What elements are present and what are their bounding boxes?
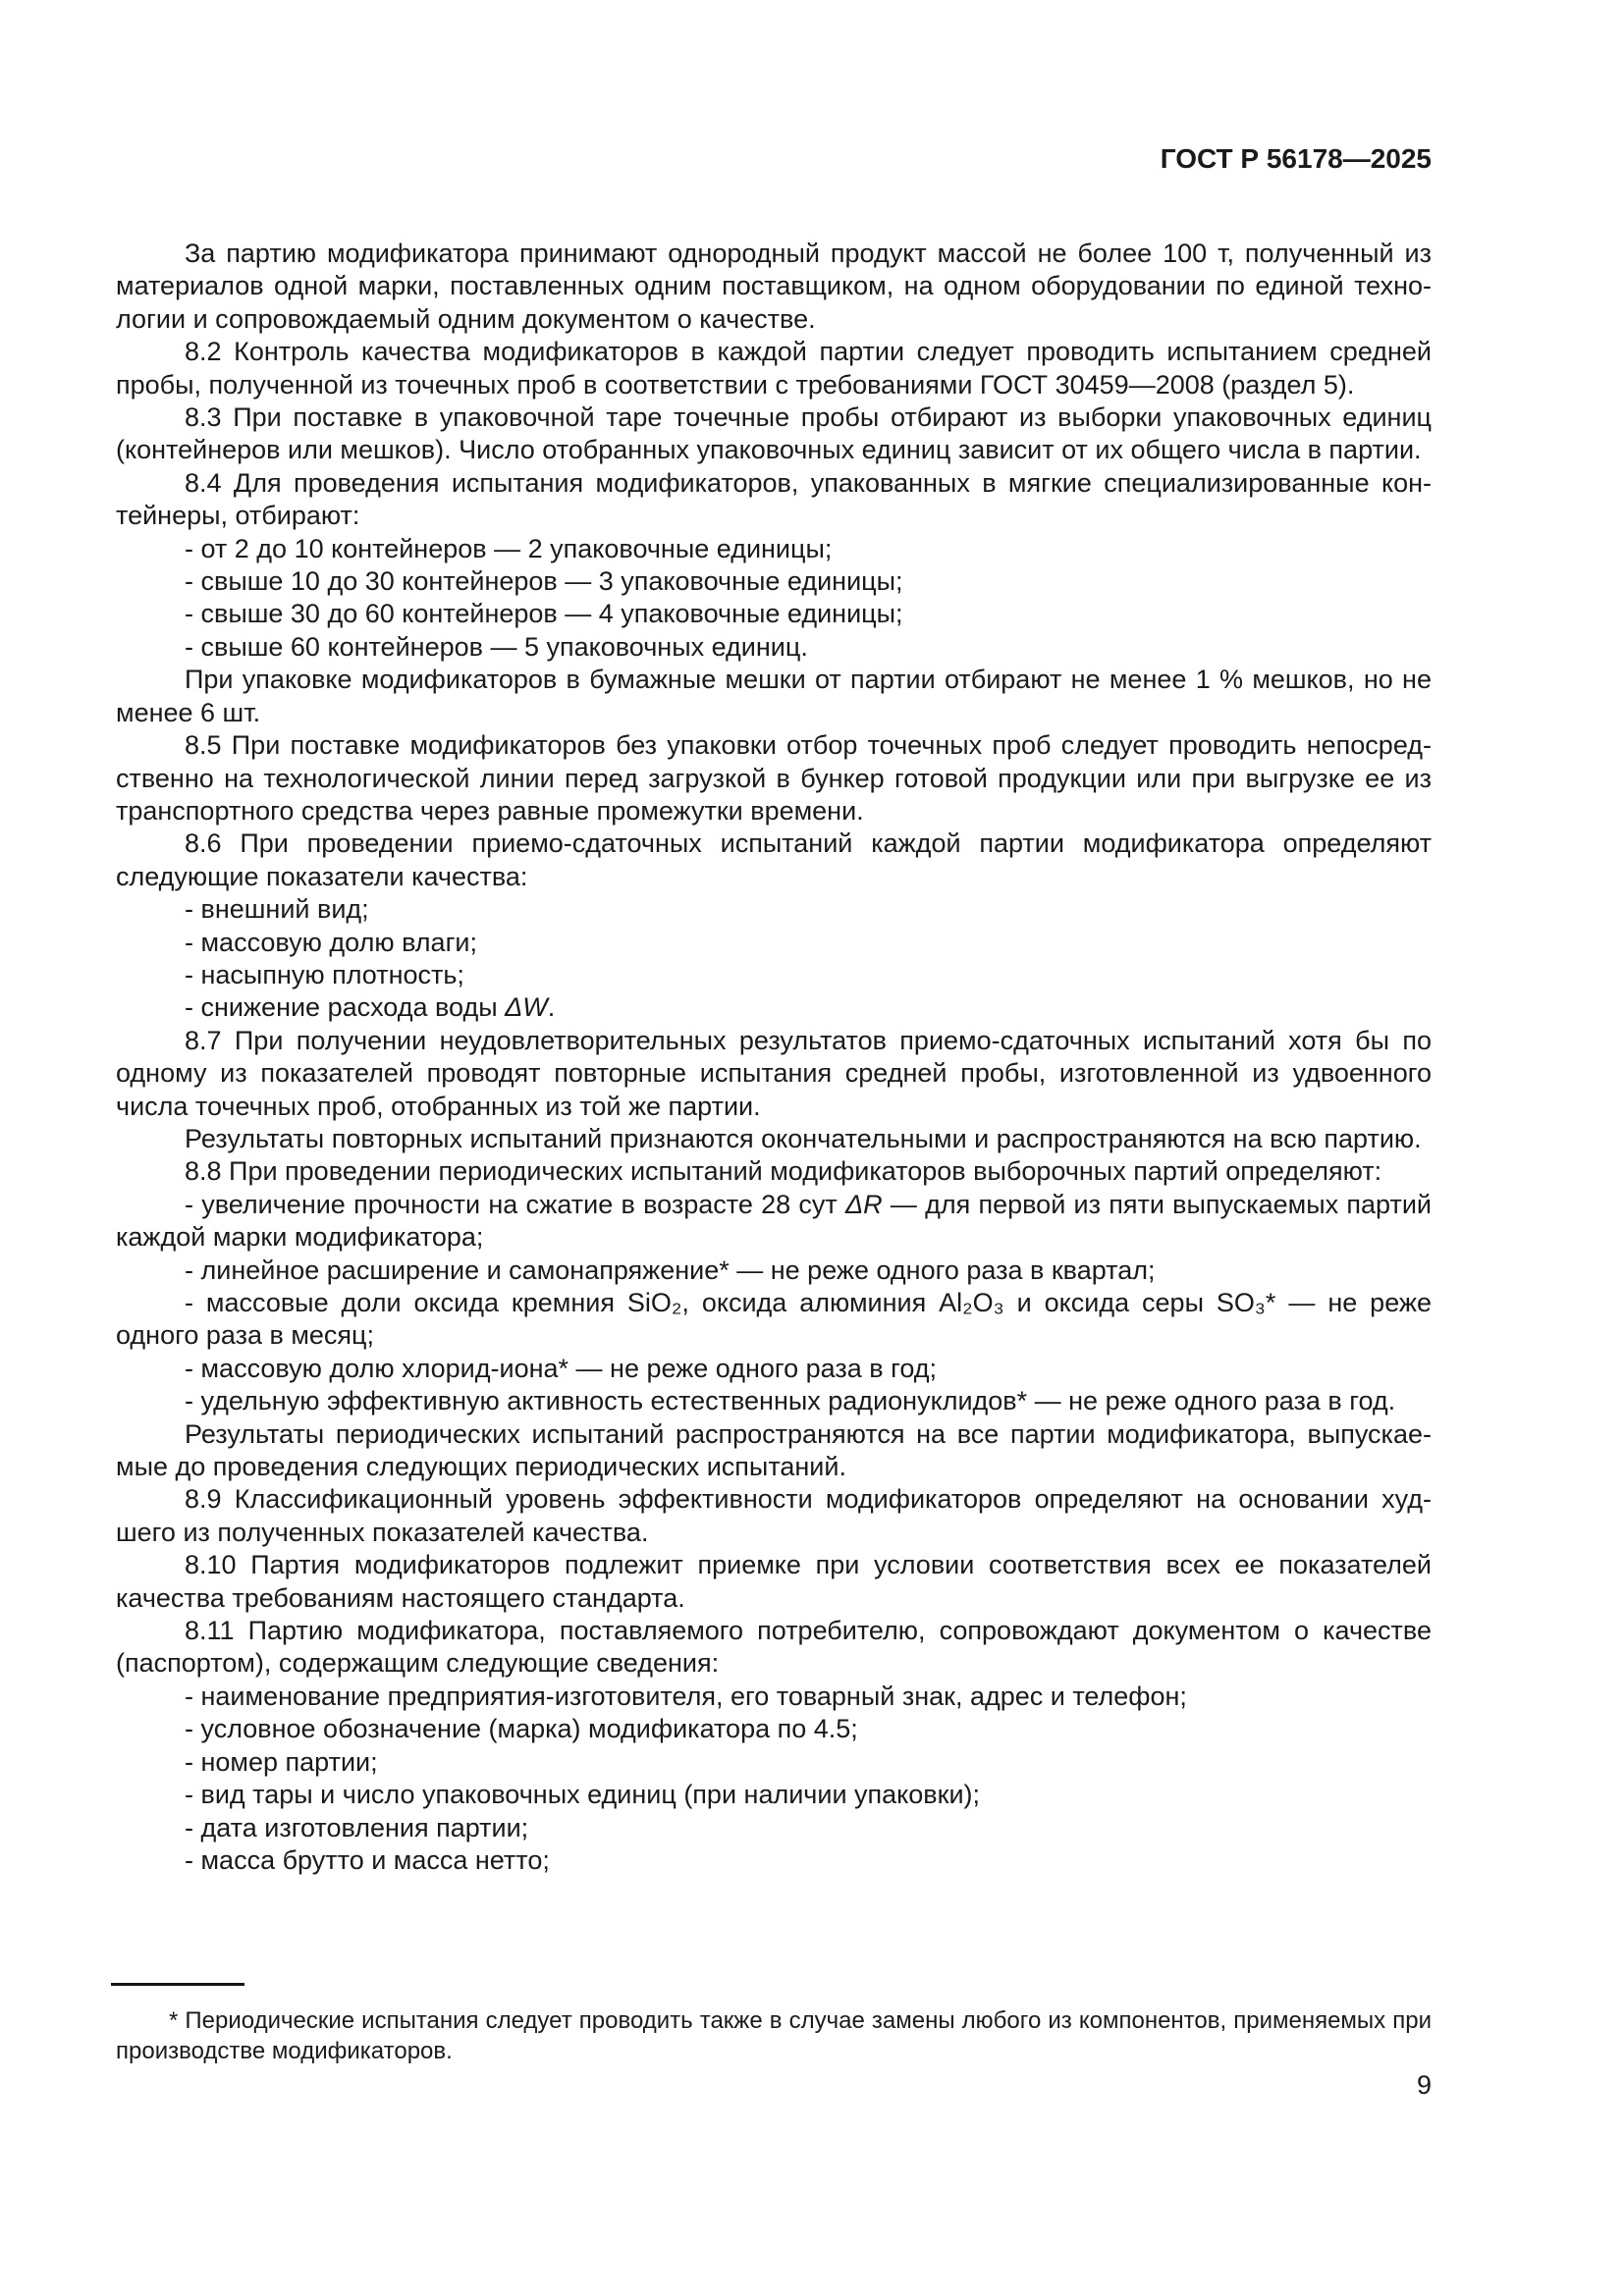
paragraph: - линейное расширение и самонапряжение* — не реже одного раза в квартал;: [185, 1255, 1156, 1285]
page-number: 9: [1416, 2070, 1432, 2100]
paragraph: - свыше 30 до 60 контейнеров — 4 упаковочные единицы;: [185, 599, 903, 629]
paragraph: - массовую долю влаги;: [185, 927, 478, 957]
document-code-header: ГОСТ Р 56178—2025: [1160, 143, 1432, 174]
paragraph: - снижение расхода воды ΔW.: [185, 992, 556, 1023]
paragraph: 8.11 Партию модификатора, поставляемого потребителю, сопровождают документом о качестве (паспортом), содержащим следующие сведения:: [116, 1616, 1432, 1679]
paragraph: 8.9 Классификационный уровень эффективности модификаторов определяют на основании худшего из полученных показателей качества.: [116, 1484, 1432, 1547]
paragraph: 8.2 Контроль качества модификаторов в каждой партии следует проводить испытанием средней пробы, полученной из точечных проб в соответствии с требованиями ГОСТ 30459—2008 (раздел 5).: [116, 337, 1432, 400]
paragraph: - внешний вид;: [185, 894, 369, 925]
paragraph: 8.10 Партия модификаторов подлежит приемке при условии соответствия всех ее показателей качества требованиям настоящего стандарта.: [116, 1550, 1432, 1613]
paragraph: 8.4 Для проведения испытания модификаторов, упакованных в мягкие специализированные контейнеры, отбирают:: [116, 467, 1432, 531]
paragraph: - от 2 до 10 контейнеров — 2 упаковочные единицы;: [185, 533, 833, 563]
paragraph: - вид тары и число упаковочных единиц (при наличии упаковки);: [185, 1780, 981, 1810]
paragraph: - свыше 10 до 30 контейнеров — 3 упаковочные единицы;: [185, 566, 903, 597]
paragraph: - массовую долю хлорид-иона* — не реже одного раза в год;: [185, 1353, 938, 1383]
paragraph: - наименование предприятия-изготовителя, его товарный знак, адрес и телефон;: [185, 1681, 1187, 1711]
paragraph: 8.3 При поставке в упаковочной таре точечные пробы отбирают из выборки упаковочных единиц (контейнеров или мешков). Число отобранных упаковочных единиц зависит от их общего числа в партии.: [116, 402, 1432, 465]
paragraph: За партию модификатора принимают однородный продукт массой не более 100 т, полученный из материалов одной марки, поставленных одним поставщиком, на одном оборудовании по единой технологии и сопровождаемый одним документом о качестве.: [116, 239, 1432, 334]
paragraph: Результаты повторных испытаний признаются окончательными и распространяются на всю партию.: [185, 1123, 1422, 1153]
paragraph: - массовые доли оксида кремния SiO₂, оксида алюминия Al₂O₃ и оксида серы SO₃* — не реже одного раза в месяц;: [116, 1288, 1432, 1351]
paragraph: - увеличение прочности на сжатие в возрасте 28 сут ΔR — для первой из пяти выпускаемых партий каждой марки модификатора;: [116, 1189, 1432, 1253]
paragraph: - свыше 60 контейнеров — 5 упаковочных единиц.: [185, 631, 808, 662]
paragraph: - масса брутто и масса нетто;: [185, 1844, 550, 1875]
footnote-section: [116, 1983, 1432, 2066]
paragraph: - насыпную плотность;: [185, 959, 464, 989]
paragraph: - дата изготовления партии;: [185, 1812, 529, 1842]
paragraph: 8.7 При получении неудовлетворительных результатов приемо-сдаточных испытаний хотя бы по одному из показателей проводят повторные испытания средней пробы, изготовленной из удвоенного числа точечных проб, отобранных из той же партии.: [116, 1025, 1432, 1121]
paragraph: - номер партии;: [185, 1746, 378, 1777]
paragraph: При упаковке модификаторов в бумажные мешки от партии отбирают не менее 1 % мешков, но не менее 6 шт.: [116, 665, 1432, 727]
paragraph: - условное обозначение (марка) модификатора по 4.5;: [185, 1714, 858, 1744]
footnote-divider: [111, 1983, 244, 1986]
paragraph: - удельную эффективную активность естественных радионуклидов* — не реже одного раза в год.: [185, 1386, 1396, 1416]
paragraph: 8.5 При поставке модификаторов без упаковки отбор точечных проб следует проводить непосредственно на технологической линии перед загрузкой в бункер готовой продукции или при выгрузке ее из транспортного средства через равные промежутки времени.: [116, 730, 1432, 826]
paragraph: 8.8 При проведении периодических испытаний модификаторов выборочных партий определяют:: [185, 1156, 1382, 1187]
paragraph: 8.6 При проведении приемо-сдаточных испытаний каждой партии модификатора определяют следующие показатели качества:: [116, 828, 1432, 891]
paragraph: Результаты периодических испытаний распространяются на все партии модификатора, выпускаемые до проведения следующих периодических испытаний.: [116, 1418, 1432, 1482]
document-body: [116, 238, 1432, 1877]
footnote-text: * Периодические испытания следует проводить также в случае замены любого из компонентов, применяемых при производстве модификаторов.: [116, 2007, 1432, 2064]
